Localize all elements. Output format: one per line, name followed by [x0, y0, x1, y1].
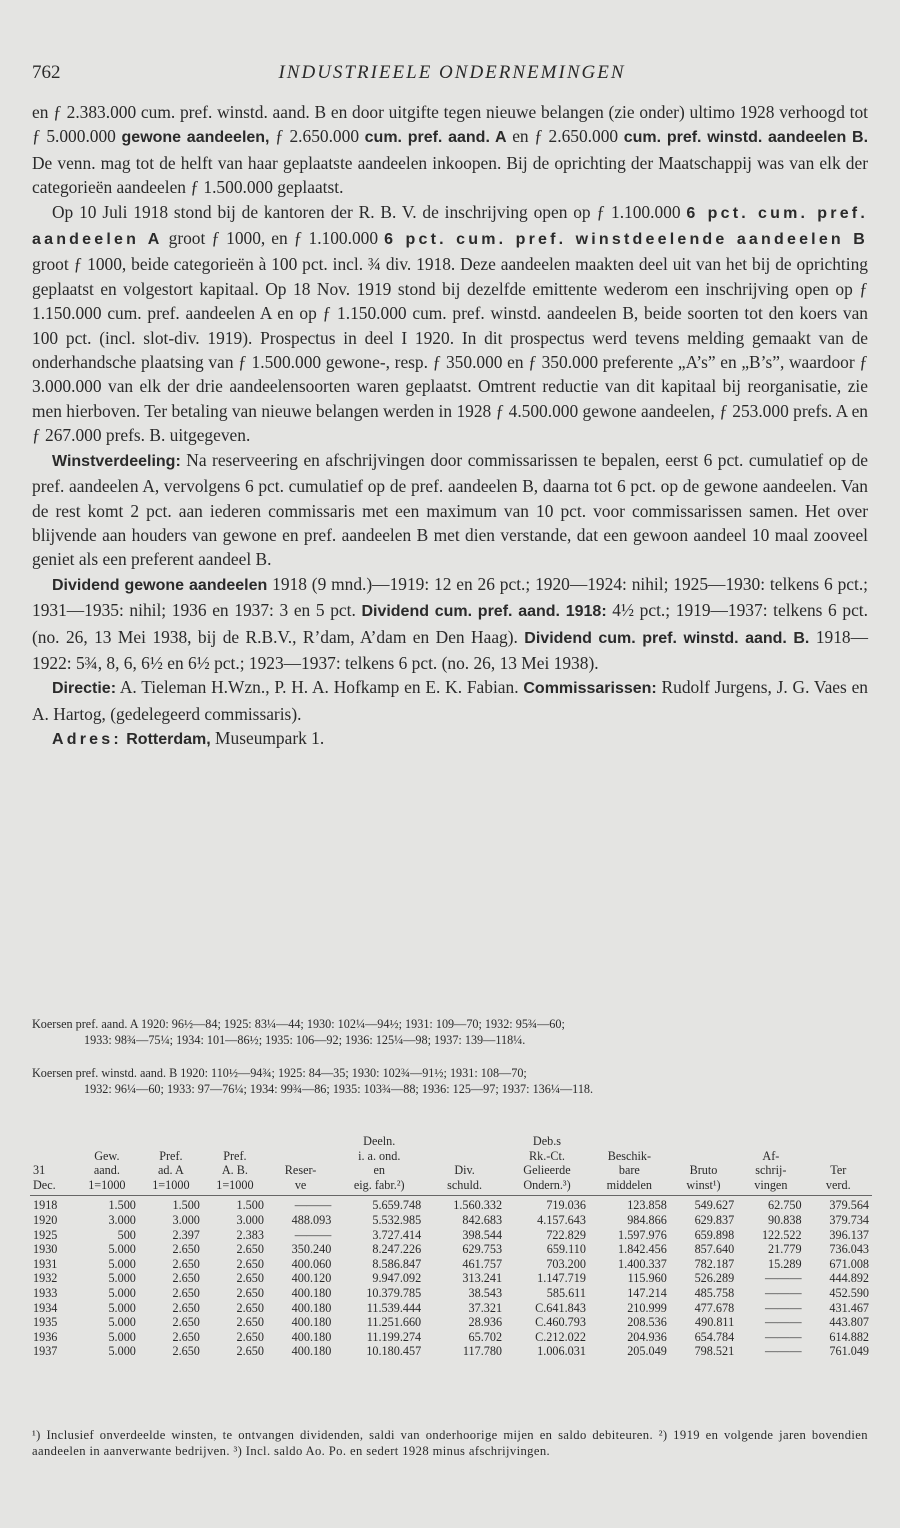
table-cell: 205.049 [627, 1344, 667, 1359]
table-cell: 671.008 [829, 1256, 869, 1271]
table-body [30, 1196, 872, 1359]
table-cell: 782.187 [694, 1256, 735, 1271]
table-cell: 10.180.457 [366, 1344, 422, 1359]
bold-run: Dividend cum. pref. winstd. aand. B. [524, 629, 810, 647]
table-cell: 703.200 [546, 1256, 586, 1271]
table-header-cell: Deb.s [532, 1134, 562, 1148]
table-cell: 2.650 [236, 1300, 264, 1315]
table-cell: 1932 [33, 1271, 58, 1286]
table-cell: 2.650 [172, 1329, 200, 1344]
table-cell: 1930 [33, 1242, 58, 1257]
table-header-cell: bare [618, 1163, 640, 1178]
table-header-cell: Beschik- [607, 1148, 652, 1163]
table-header-cell: Bruto [689, 1163, 718, 1178]
table-cell: 5.000 [108, 1329, 136, 1344]
table-cell: 2.650 [172, 1271, 200, 1286]
table-cell: 490.811 [695, 1315, 735, 1330]
table-cell: 2.650 [236, 1242, 264, 1257]
text-run: en ƒ 2.650.000 [506, 126, 624, 147]
table-header-cell: Pref. [159, 1148, 183, 1163]
table-cell: 1.147.719 [537, 1271, 586, 1286]
table-cell: 842.683 [462, 1212, 503, 1227]
financial-table [30, 1134, 872, 1359]
table-header-cell: Gelieerde [523, 1163, 571, 1178]
table-cell: 1931 [33, 1256, 58, 1271]
text-run: 1918 (9 mnd.)—1919: 12 en 26 pct.; 1920—1924: nihil; 1925—1930: telkens 6 pct.; 1931—1935: nihil; 1936 en 1937: 3 en 5 pct. [32, 573, 868, 621]
table-header-row [30, 1149, 872, 1164]
table-cell: 21.779 [768, 1242, 802, 1257]
text-run: Na reserveering en afschrijvingen door commissarissen te bepalen, eerst 6 pct. cumulatief op de pref. aandeelen A, vervolgens 6 pct. cumulatief op de pref. aandeelen B, daarna tot 6 pct. op de gewone aandeelen. Van de rest komt 2 pct. aan iederen commissaris met een maximum van 10 pct. voor commissarissen samen. Het over blijvende aan houders van gewone en pref. aandeelen B met dien verstande, dat een gewoon aandeel 10 maal zooveel geniet als een preferent aandeel B. [32, 449, 868, 570]
table-header-cell [424, 1149, 505, 1164]
table-cell: C.641.843 [535, 1300, 586, 1315]
table-header-cell: 31 [33, 1163, 46, 1178]
text-run: A. Tieleman H.Wzn., P. H. A. Hofkamp en E. K. Fabian. [116, 677, 524, 698]
table-cell: 400.120 [291, 1271, 332, 1286]
table-cell: 431.467 [829, 1300, 869, 1315]
table-cell: 549.627 [670, 1196, 737, 1213]
page-number: 762 [32, 62, 61, 83]
table-cell: 5.000 [108, 1242, 136, 1257]
table-cell: 485.758 [694, 1285, 735, 1300]
table-cell: ——— [764, 1300, 802, 1315]
table-header-cell: Ondern.³) [523, 1177, 571, 1192]
table-cell: 2.650 [236, 1256, 264, 1271]
table-cell: 5.532.985 [372, 1212, 422, 1227]
table-cell: 798.521 [694, 1344, 735, 1359]
table-cell: 350.240 [291, 1242, 332, 1257]
running-title: INDUSTRIEELE ONDERNEMINGEN [278, 62, 626, 83]
footnotes: ¹) Inclusief onverdeelde winsten, te ontvangen dividenden, saldi van onderhoorige mijen en saldo debiteuren. ²) 1919 en volgende jaren bovendien aandeelen in aanverwante bedrijven. ³) Incl. saldo Ao. Po. en sedert 1928 minus afschrijvingen. [32, 1428, 868, 1458]
table-cell: 117.780 [462, 1344, 503, 1359]
table-cell: 2.650 [172, 1300, 200, 1315]
table-cell: 2.650 [236, 1315, 264, 1330]
table-cell: 614.882 [829, 1329, 869, 1344]
table-header-cell: schrij- [755, 1163, 787, 1178]
table-cell: 11.251.660 [366, 1315, 422, 1330]
table-cell: C.212.022 [535, 1329, 586, 1344]
table-cell: 659.898 [694, 1227, 735, 1242]
table-cell: 1.500 [75, 1196, 139, 1213]
table-header-cell: Rk.-Ct. [529, 1148, 565, 1163]
table-cell: 90.838 [768, 1212, 802, 1227]
table-header-cell [670, 1134, 737, 1149]
table-cell: 400.180 [291, 1344, 332, 1359]
table-cell: 1936 [33, 1329, 58, 1344]
koersen-line: Koersen pref. winstd. aand. B 1920: 110½—94¾; 1925: 84—35; 1930: 102¾—91½; 1931: 108—70; [32, 1066, 527, 1080]
table-row [30, 1286, 872, 1301]
table-cell: 477.678 [694, 1300, 735, 1315]
table-header-cell: Div. [454, 1163, 475, 1178]
text-run: Museumpark 1. [210, 728, 325, 749]
table-cell: 28.936 [468, 1315, 503, 1330]
table-cell: 1.842.456 [618, 1242, 667, 1257]
text-run: groot ƒ 1000, en ƒ 1.100.000 [162, 228, 385, 249]
table-header-cell: middelen [606, 1177, 653, 1192]
table-cell: 1933 [33, 1285, 58, 1300]
table-cell: 1935 [33, 1315, 58, 1330]
table-cell: ——— [764, 1344, 802, 1359]
table-cell: 2.650 [236, 1329, 264, 1344]
table-header-cell: 1=1000 [216, 1177, 254, 1192]
table-cell: 10.379.785 [366, 1285, 422, 1300]
table-cell: 9.947.092 [372, 1271, 422, 1286]
table-cell: 8.247.226 [372, 1242, 422, 1257]
table-header-row [30, 1163, 872, 1178]
paragraph [32, 572, 868, 676]
table-cell: 5.000 [108, 1271, 136, 1286]
table-cell: 398.544 [462, 1227, 503, 1242]
table-cell: 1.560.332 [424, 1196, 505, 1213]
table-header-cell [589, 1134, 670, 1149]
table-cell: 400.180 [291, 1329, 332, 1344]
bold-run: Dividend cum. pref. aand. 1918: [361, 603, 607, 621]
table-cell: 11.199.274 [366, 1329, 422, 1344]
table-header-cell: schuld. [447, 1177, 483, 1192]
bold-run: Rotterdam, [126, 731, 211, 749]
table-cell: ——— [764, 1271, 802, 1286]
bold-run: gewone aandeelen, [121, 129, 270, 147]
text-run: De venn. mag tot de helft van haar geplaatste aandeelen inkoopen. Bij de oprichting der Maatschappij was van elk der categorieën aandeelen ƒ 1.500.000 geplaatst. [32, 152, 868, 198]
table-cell: 2.650 [172, 1344, 200, 1359]
paragraph [32, 448, 868, 572]
table-cell: 1.500 [139, 1196, 203, 1213]
table-header-cell [424, 1134, 505, 1149]
table-header-cell: Gew. [94, 1148, 120, 1163]
paragraph [32, 675, 868, 726]
text-run: ƒ 2.650.000 [269, 126, 365, 147]
table-cell: 2.383 [236, 1227, 264, 1242]
table-header-cell [139, 1134, 203, 1149]
table-header-cell: Deeln. [363, 1134, 396, 1148]
table-cell: 1.006.031 [537, 1344, 586, 1359]
bold-run: Directie: [52, 680, 117, 698]
table-header-cell: eig. fabr.²) [353, 1177, 405, 1192]
table-cell: 204.936 [627, 1329, 667, 1344]
table-cell: 3.727.414 [372, 1227, 422, 1242]
table-row [30, 1257, 872, 1272]
table-cell: 500 [117, 1227, 136, 1242]
table-cell: 629.837 [694, 1212, 735, 1227]
table-cell: 2.397 [172, 1227, 200, 1242]
table-header-cell [737, 1134, 804, 1149]
bold-run: 6 pct. cum. pref. winstdeelende aandeelen B [384, 231, 868, 249]
table-cell: ——— [294, 1227, 332, 1242]
bold-run: Adres: [52, 731, 122, 749]
table-cell: 65.702 [468, 1329, 503, 1344]
table-cell: ——— [764, 1329, 802, 1344]
bold-run: cum. pref. winstd. aandeelen B. [623, 129, 869, 147]
table-cell: 122.522 [761, 1227, 802, 1242]
table-cell: 38.543 [468, 1285, 503, 1300]
table-header-cell: en [373, 1163, 385, 1178]
bold-run: Winstverdeeling: [52, 452, 181, 470]
table-cell: 313.241 [462, 1271, 503, 1286]
table-cell: 3.000 [172, 1212, 200, 1227]
table-header-cell: Ter [830, 1163, 847, 1178]
table-cell: 210.999 [627, 1300, 667, 1315]
table-cell: 115.960 [627, 1271, 667, 1286]
table-header-cell [30, 1134, 75, 1149]
table-row [30, 1315, 872, 1330]
table-cell: 2.650 [172, 1285, 200, 1300]
table-cell: 526.289 [694, 1271, 735, 1286]
table-header-cell: Af- [762, 1148, 780, 1163]
koersen-pref-b [32, 1066, 868, 1097]
table-cell: 37.321 [468, 1300, 503, 1315]
table-cell: ——— [764, 1315, 802, 1330]
bold-run: Commissarissen: [523, 680, 657, 698]
table-cell: 654.784 [694, 1329, 735, 1344]
table-cell: 452.590 [829, 1285, 869, 1300]
body-text [32, 100, 868, 753]
table-cell: 5.659.748 [334, 1196, 424, 1213]
table-cell: 400.180 [291, 1315, 332, 1330]
table-header [30, 1134, 872, 1196]
table-cell: 444.892 [829, 1271, 869, 1286]
table-header-cell: vingen [754, 1177, 788, 1192]
table-cell: 1920 [33, 1212, 58, 1227]
text-run: 1918—1922: 5¾, 8, 6, 6½ en 6½ pct.; 1923—1937: telkens 6 pct. (no. 26, 13 Mei 1938). [32, 626, 868, 673]
table-cell: 722.829 [546, 1227, 586, 1242]
table-header-cell: 1=1000 [152, 1177, 190, 1192]
table-header-row [30, 1134, 872, 1149]
table-cell: 461.757 [462, 1256, 503, 1271]
table-cell: 1918 [30, 1196, 75, 1213]
table-cell: 1937 [33, 1344, 58, 1359]
table-cell: 400.180 [291, 1285, 332, 1300]
table-cell: 719.036 [505, 1196, 589, 1213]
table-cell: C.460.793 [535, 1315, 586, 1330]
table-header-cell [75, 1134, 139, 1149]
table-cell: 208.536 [627, 1315, 667, 1330]
table-cell: 3.000 [108, 1212, 136, 1227]
table-row [30, 1344, 872, 1359]
table-header-cell: verd. [825, 1177, 851, 1192]
table-header-row [30, 1178, 872, 1196]
table-cell: 761.049 [829, 1344, 869, 1359]
table-row [30, 1271, 872, 1286]
table-row [30, 1330, 872, 1345]
koersen-pref-a [32, 1017, 868, 1048]
table-header-cell: winst¹) [686, 1177, 721, 1192]
table-cell: 2.650 [236, 1285, 264, 1300]
table-cell: 1.597.976 [618, 1227, 667, 1242]
table-cell: 659.110 [546, 1242, 586, 1257]
koersen-line: 1933: 98¾—75¼; 1934: 101—86½; 1935: 106—92; 1936: 125¼—98; 1937: 139—118¼. [84, 1032, 526, 1047]
table-row [30, 1213, 872, 1228]
table-cell: 379.564 [805, 1196, 872, 1213]
table-cell: 1.400.337 [618, 1256, 667, 1271]
table-header-cell: 1=1000 [88, 1177, 126, 1192]
table-cell: 857.640 [694, 1242, 735, 1257]
table-header-cell [267, 1149, 334, 1164]
koersen-line: 1932: 96¼—60; 1933: 97—76¼; 1934: 99¾—86; 1935: 103¾—88; 1936: 125—97; 1937: 136¼—118. [84, 1081, 594, 1096]
text-run: 4½ pct.; 1919—1937: telkens 6 pct. (no. 26, 13 Mei 1938, bij de R.B.V., R’dam, A’dam en Den Haag). [32, 600, 868, 647]
table-cell: 984.866 [627, 1212, 667, 1227]
table-cell: ——— [764, 1285, 802, 1300]
table-row [30, 1228, 872, 1243]
table-header-cell: ad. A [158, 1163, 184, 1178]
bold-run: cum. pref. aand. A [364, 129, 507, 147]
table-cell: 585.611 [546, 1285, 586, 1300]
table-cell: 736.043 [829, 1242, 869, 1257]
table-cell: 379.734 [829, 1212, 869, 1227]
table-cell: 2.650 [236, 1271, 264, 1286]
table-row [30, 1301, 872, 1316]
table-cell: 62.750 [737, 1196, 804, 1213]
table-cell: 2.650 [172, 1242, 200, 1257]
koersen-line: Koersen pref. aand. A 1920: 96½—84; 1925: 83¼—44; 1930: 102¼—94½; 1931: 109—70; 1932: 95¾—60; [32, 1017, 565, 1031]
table-row [30, 1196, 872, 1213]
paragraph [32, 726, 868, 752]
table-cell: 2.650 [172, 1315, 200, 1330]
table-cell: 15.289 [768, 1256, 802, 1271]
table-cell: 11.539.444 [366, 1300, 422, 1315]
text-run: Rudolf Jurgens, J. G. Vaes en A. Hartog, (gedelegeerd commissaris). [32, 677, 868, 724]
table-cell: 147.214 [627, 1285, 667, 1300]
table-cell: 400.060 [291, 1256, 332, 1271]
running-header [32, 62, 872, 88]
table-cell: 396.137 [829, 1227, 869, 1242]
bold-run: Dividend gewone aandeelen [52, 576, 268, 594]
table-header-cell [805, 1134, 872, 1149]
table-cell: 5.000 [108, 1300, 136, 1315]
table-cell: 3.000 [236, 1212, 264, 1227]
paragraph [32, 100, 868, 200]
table-cell: 5.000 [108, 1285, 136, 1300]
text-run: en ƒ 2.383.000 cum. pref. winstd. aand. B en door uitgifte tegen nieuwe belangen (zie onder) ultimo 1928 verhoogd tot ƒ 5.000.000 [32, 102, 868, 147]
table-cell: 5.000 [108, 1315, 136, 1330]
table-header-cell: A. B. [221, 1163, 248, 1178]
table-header-cell [670, 1149, 737, 1164]
table-cell: 123.858 [589, 1196, 670, 1213]
table-cell: 629.753 [462, 1242, 503, 1257]
bold-run: 6 pct. cum. pref. aandeelen A [32, 204, 868, 249]
table-header-cell [203, 1134, 267, 1149]
table-cell: ——— [267, 1196, 334, 1213]
table-cell: 443.807 [829, 1315, 869, 1330]
table-cell: 1934 [33, 1300, 58, 1315]
table-header-cell: ve [294, 1177, 307, 1192]
table-cell: 2.650 [236, 1344, 264, 1359]
paragraph [32, 200, 868, 448]
table-header-cell [267, 1134, 334, 1149]
table-header-cell: aand. [93, 1163, 120, 1178]
text-run: groot ƒ 1000, beide categorieën à 100 pct. incl. ¾ div. 1918. Deze aandeelen maakten deel uit van het bij de oprichting geplaatst en volgestort kapitaal. Op 18 Nov. 1919 stond bij dezelfde emittente wederom een inschrijving open op ƒ 1.150.000 cum. pref. aandeelen A en op ƒ 1.150.000 cum. pref. winstd. aandeelen B, beide soorten tot den koers van 100 pct. (incl. slot-div. 1919). Prospectus in deel I 1920. In dit prospectus werd tevens melding gemaakt van de onderhandsche plaatsing van ƒ 1.500.000 gewone-, resp. ƒ 350.000 en ƒ 350.000 preferente „A’s” en „B’s”, waardoor ƒ 3.000.000 van elk der drie aandeelensoorten waren geplaatst. Omtrent reductie van dit kapitaal bij reorganisatie, zie men hierboven. Ter betaling van nieuwe belangen werden in 1928 ƒ 4.500.000 gewone aandeelen, ƒ 253.000 prefs. A en ƒ 267.000 prefs. B. uitgegeven. [32, 254, 868, 446]
table-header-cell: i. a. ond. [358, 1148, 401, 1163]
table-cell: 400.180 [291, 1300, 332, 1315]
table-header-cell: Reser- [284, 1163, 317, 1178]
table-header-cell [30, 1149, 75, 1164]
table-cell: 488.093 [291, 1212, 332, 1227]
table-cell: 5.000 [108, 1256, 136, 1271]
table-cell: 5.000 [108, 1344, 136, 1359]
table-header-cell [805, 1149, 872, 1164]
table-row [30, 1242, 872, 1257]
table-cell: 1.500 [203, 1196, 267, 1213]
table-cell: 1925 [33, 1227, 58, 1242]
table-cell: 4.157.643 [537, 1212, 586, 1227]
text-run: Op 10 Juli 1918 stond bij de kantoren der R. B. V. de inschrijving open op ƒ 1.100.000 [52, 201, 687, 222]
table-header-cell: Dec. [33, 1177, 56, 1192]
table-header-cell: Pref. [223, 1148, 247, 1163]
table-cell: 8.586.847 [372, 1256, 422, 1271]
table-cell: 2.650 [172, 1256, 200, 1271]
